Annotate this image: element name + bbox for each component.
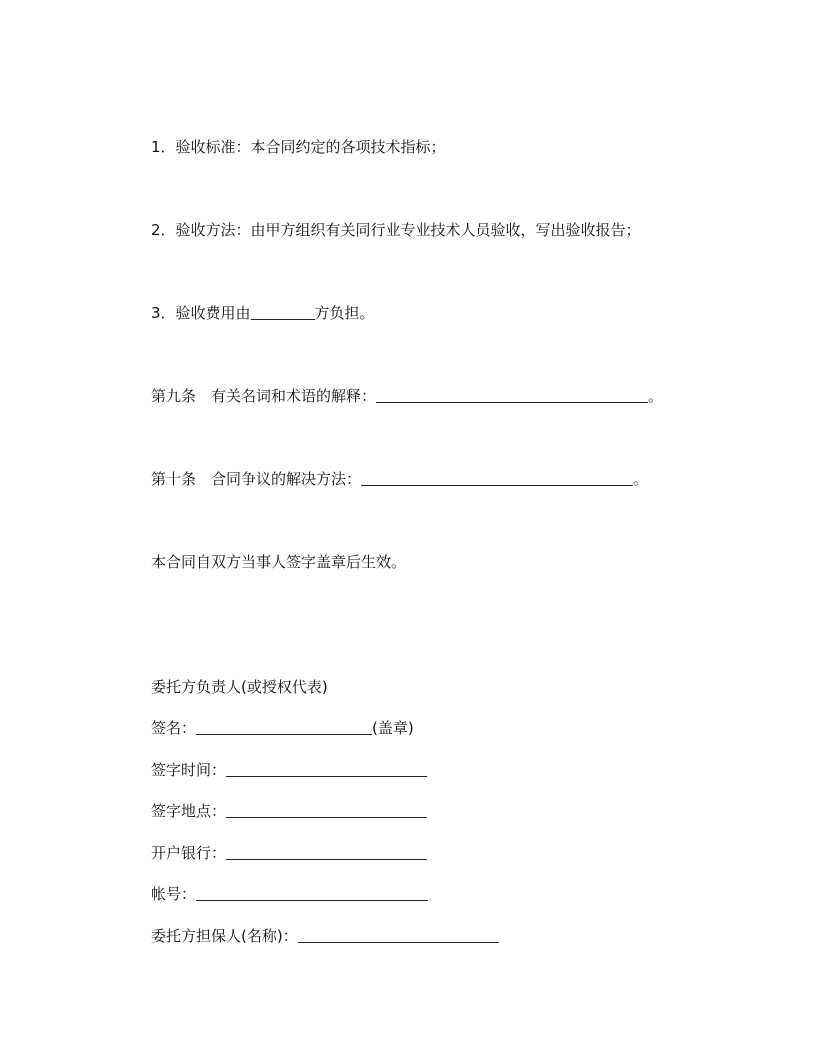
signature-title	[151, 677, 328, 697]
sign-place-blank[interactable]	[226, 803, 427, 818]
sign-time-row	[151, 760, 427, 780]
article-nine-label: 第九条	[151, 387, 197, 405]
acceptance-fee-text: 3．验收费用由	[151, 304, 251, 322]
article-nine-text: 有关名词和术语的解释：	[211, 387, 377, 405]
bank-label: 开户银行：	[151, 844, 227, 862]
article-ten	[151, 469, 648, 489]
sign-time-label: 签字时间：	[151, 761, 227, 779]
acceptance-standard-text: 1．验收标准：本合同约定的各项技术指标；	[151, 138, 446, 156]
guarantor-row	[151, 926, 499, 946]
account-blank[interactable]	[196, 886, 428, 901]
sign-place-row	[151, 801, 427, 821]
sign-place-label: 签字地点：	[151, 802, 227, 820]
sign-time-blank[interactable]	[226, 762, 427, 777]
sign-row	[151, 718, 414, 738]
bank-blank[interactable]	[226, 845, 427, 860]
dispute-resolution-blank[interactable]	[361, 471, 633, 486]
article-ten-text: 合同争议的解决方法：	[211, 470, 362, 488]
account-row	[151, 884, 428, 904]
acceptance-method-text: 2．验收方法：由甲方组织有关同行业专业技术人员验收，写出验收报告；	[151, 221, 641, 239]
guarantor-label: 委托方担保人(名称)：	[151, 927, 298, 945]
effective-clause	[151, 552, 406, 572]
article-ten-label: 第十条	[151, 470, 197, 488]
article-nine	[151, 386, 663, 406]
fee-party-blank[interactable]	[251, 305, 315, 320]
terms-explanation-blank[interactable]	[376, 388, 648, 403]
signature-title-text: 委托方负责人(或授权代表)	[151, 678, 328, 696]
effective-clause-text: 本合同自双方当事人签字盖章后生效。	[151, 553, 407, 571]
acceptance-method	[151, 220, 641, 240]
sign-blank[interactable]	[196, 720, 372, 735]
article-nine-end: 。	[648, 387, 664, 405]
acceptance-standard	[151, 137, 446, 157]
article-ten-end: 。	[633, 470, 649, 488]
account-label: 帐号：	[151, 885, 197, 903]
seal-label: (盖章)	[372, 719, 414, 737]
sign-label: 签名：	[151, 719, 197, 737]
guarantor-blank[interactable]	[298, 928, 499, 943]
acceptance-fee-suffix: 方负担。	[314, 304, 375, 322]
bank-row	[151, 843, 427, 863]
acceptance-fee	[151, 303, 375, 323]
